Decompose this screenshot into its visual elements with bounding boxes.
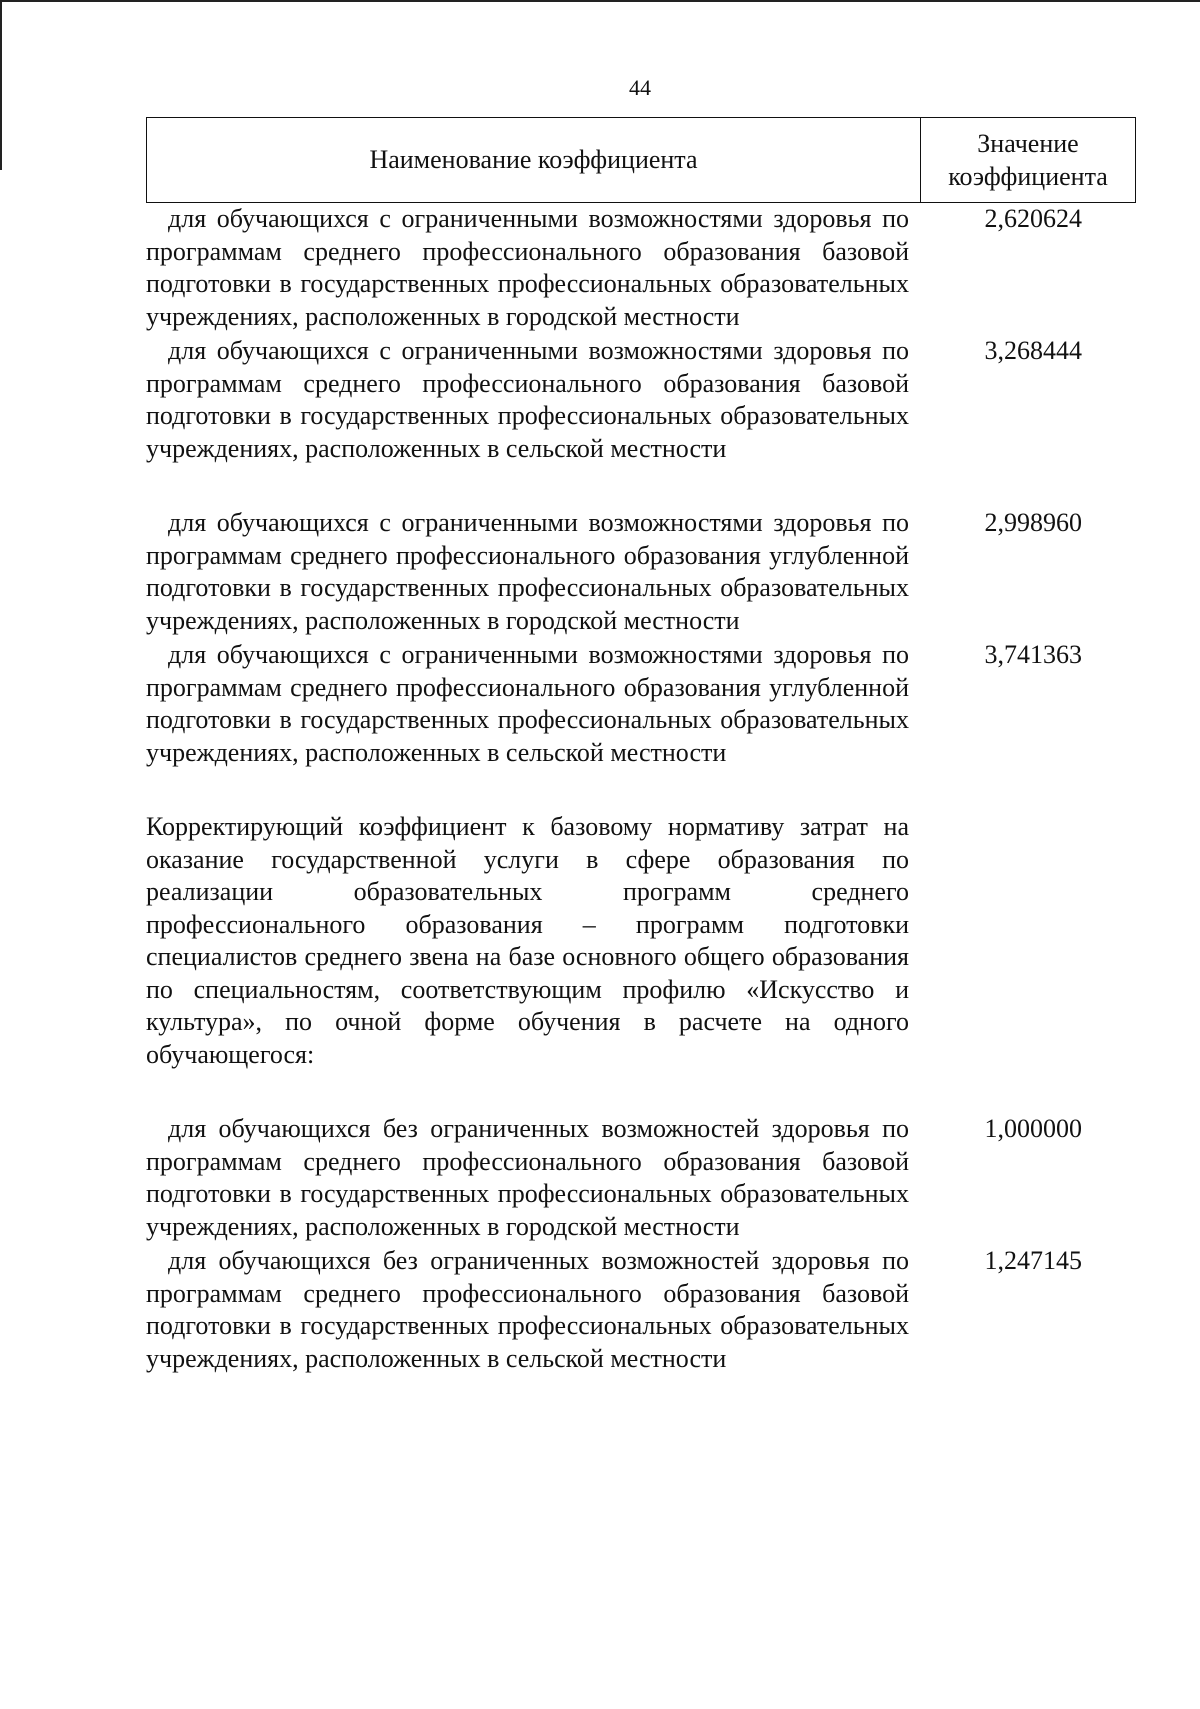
table-row (146, 1113, 1136, 1243)
coefficient-description: для обучающихся без ограниченных возможностей здоровья по программам среднего профессионального образования базовой подготовки в государственных профессиональных образовательных учреждениях, расположенных в сельской местности (146, 1246, 909, 1373)
table-row (146, 507, 1136, 637)
table-row (146, 335, 1136, 465)
coefficient-description: для обучающихся с ограниченными возможностями здоровья по программам среднего профессионального образования углубленной подготовки в государственных профессиональных образовательных учреждениях, расположенных в сельской местности (146, 640, 909, 767)
scan-edge-top (0, 0, 1200, 2)
coefficient-value: 2,620624 (984, 204, 1082, 233)
coefficient-value: 2,998960 (984, 508, 1082, 537)
header-name-column (147, 118, 921, 202)
table-row (146, 203, 1136, 333)
group-heading-row (146, 811, 1136, 1071)
coefficient-description: для обучающихся с ограниченными возможностями здоровья по программам среднего профессионального образования углубленной подготовки в государственных профессиональных образовательных учреждениях, расположенных в городской местности (146, 508, 909, 635)
table-row (146, 639, 1136, 769)
table-row (146, 1245, 1136, 1375)
coefficient-description: для обучающихся с ограниченными возможностями здоровья по программам среднего профессионального образования базовой подготовки в государственных профессиональных образовательных учреждениях, расположенных в городской местности (146, 204, 909, 331)
coefficient-description: для обучающихся без ограниченных возможностей здоровья по программам среднего профессионального образования базовой подготовки в государственных профессиональных образовательных учреждениях, расположенных в городской местности (146, 1114, 909, 1241)
table-body (146, 203, 1136, 1375)
group-heading: Корректирующий коэффициент к базовому нормативу затрат на оказание государственной услуги в сфере образования по реализации образовательных программ среднего профессионального образования – программ подготовки специалистов среднего звена на базе основного общего образования по специальностям, соответствующим профилю «Искусство и культура», по очной форме обучения в расчете на одного обучающегося: (146, 812, 909, 1069)
coefficient-value: 1,000000 (984, 1114, 1082, 1143)
coefficient-description: для обучающихся с ограниченными возможностями здоровья по программам среднего профессионального образования базовой подготовки в государственных профессиональных образовательных учреждениях, расположенных в сельской местности (146, 336, 909, 463)
header-value-label-line2: коэффициента (948, 162, 1108, 191)
coefficient-value: 1,247145 (984, 1246, 1082, 1275)
header-value-label-line1: Значение (977, 129, 1079, 158)
header-value-column (921, 118, 1135, 202)
header-name-label: Наименование коэффициента (369, 145, 698, 174)
page-number: 44 (629, 75, 651, 100)
table-header (146, 117, 1136, 203)
coefficient-value: 3,268444 (984, 336, 1082, 365)
coefficient-value: 3,741363 (984, 640, 1082, 669)
